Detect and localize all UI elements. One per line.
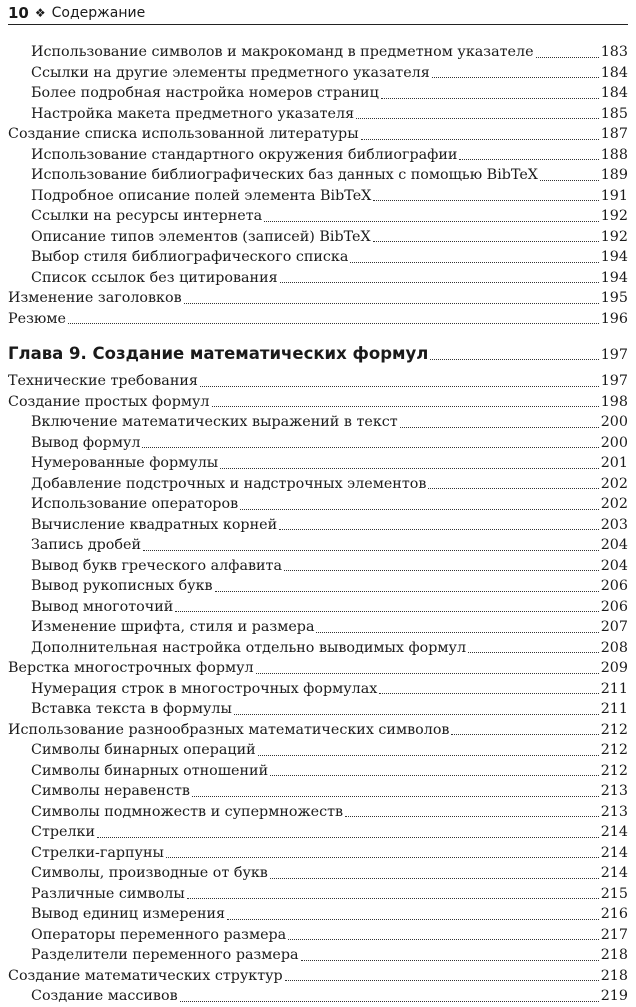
toc-entry-title: Использование стандартного окружения библиографии bbox=[31, 146, 458, 163]
leader-dots bbox=[212, 406, 599, 407]
toc-entry[interactable] bbox=[8, 433, 628, 454]
leader-dots bbox=[381, 98, 599, 99]
toc-entry-page: 218 bbox=[600, 947, 628, 963]
toc-entry-title: Использование библиографических баз данных с помощью BibTeX bbox=[31, 167, 538, 183]
toc-entry[interactable] bbox=[8, 822, 628, 843]
toc-entry-page: 187 bbox=[600, 126, 628, 142]
toc-entry-page: 183 bbox=[600, 44, 628, 60]
toc-entry-title: Запись дробей bbox=[31, 537, 141, 553]
toc-entry-page: 213 bbox=[600, 803, 628, 820]
toc-entry-title: Более подробная настройка номеров страниц bbox=[31, 85, 379, 101]
toc-entry-title: Вывод формул bbox=[31, 434, 141, 451]
toc-entry-page: 202 bbox=[600, 475, 628, 492]
leader-dots bbox=[432, 77, 599, 78]
toc-section-top bbox=[8, 42, 628, 329]
toc-entry-page: 206 bbox=[600, 578, 628, 594]
toc-entry-page: 215 bbox=[600, 885, 628, 902]
toc-entry-page: 214 bbox=[600, 865, 628, 881]
toc-entry-page: 184 bbox=[600, 64, 628, 81]
toc-entry[interactable] bbox=[8, 309, 628, 330]
leader-dots bbox=[279, 529, 599, 530]
toc-entry[interactable] bbox=[8, 802, 628, 823]
toc-entry-page: 219 bbox=[600, 988, 628, 1004]
toc-entry-title: Операторы переменного размера bbox=[31, 926, 287, 943]
toc-entry-title: Выбор стиля библиографического списка bbox=[31, 249, 349, 265]
toc-entry-title: Вычисление квадратных корней bbox=[31, 516, 278, 533]
leader-dots bbox=[180, 1001, 599, 1002]
leader-dots bbox=[285, 980, 599, 981]
toc-entry[interactable] bbox=[8, 247, 628, 268]
toc-entry-title: Описание типов элементов (записей) BibTeX bbox=[31, 228, 371, 245]
leader-dots bbox=[379, 693, 598, 694]
toc-entry-title: Стрелки-гарпуны bbox=[31, 844, 164, 861]
toc-entry-title: Вывод единиц измерения bbox=[31, 906, 226, 922]
toc-section-bottom bbox=[8, 371, 628, 1007]
toc-entry-page: 204 bbox=[600, 537, 628, 553]
toc-entry-title: Технические требования bbox=[8, 373, 198, 389]
toc-entry[interactable] bbox=[8, 986, 628, 1007]
leader-dots bbox=[468, 652, 599, 653]
toc-entry-title: Включение математических выражений в текст bbox=[31, 414, 398, 430]
toc-entry[interactable] bbox=[8, 945, 628, 966]
leader-dots bbox=[166, 857, 599, 858]
toc-entry-page: 209 bbox=[600, 660, 628, 676]
toc-entry-title: Символы неравенств bbox=[31, 783, 190, 799]
toc-entry[interactable] bbox=[8, 165, 628, 186]
toc-entry[interactable] bbox=[8, 576, 628, 597]
toc-entry[interactable] bbox=[8, 597, 628, 618]
toc-entry-title: Ссылки на ресурсы интернета bbox=[31, 208, 263, 224]
toc-entry-title: Вывод многоточий bbox=[31, 598, 174, 615]
leader-dots bbox=[270, 878, 599, 879]
toc-entry-page: 206 bbox=[600, 598, 628, 615]
toc-entry-title: Список ссылок без цитирования bbox=[31, 269, 278, 286]
toc-entry[interactable] bbox=[8, 83, 628, 104]
leader-dots bbox=[536, 57, 599, 58]
leader-dots bbox=[256, 673, 599, 674]
toc-entry-title: Дополнительная настройка отдельно выводимых формул bbox=[31, 639, 467, 656]
toc-entry-page: 211 bbox=[600, 680, 628, 697]
toc-entry-title: Использование разнообразных математических символов bbox=[8, 721, 450, 738]
toc-entry-title: Создание простых формул bbox=[8, 393, 210, 410]
ornament-icon: ❖ bbox=[34, 6, 46, 20]
toc-entry[interactable] bbox=[8, 206, 628, 227]
toc-entry-page: 214 bbox=[600, 844, 628, 861]
toc-entry[interactable] bbox=[8, 494, 628, 515]
leader-dots bbox=[227, 919, 599, 920]
toc-entry-title: Разделители переменного размера bbox=[31, 947, 299, 963]
toc-entry[interactable] bbox=[8, 638, 628, 659]
toc-entry[interactable] bbox=[8, 42, 628, 63]
toc-entry-page: 208 bbox=[600, 639, 628, 656]
leader-dots bbox=[356, 118, 599, 119]
toc-entry-title: Символы, производные от букв bbox=[31, 865, 268, 881]
toc-entry[interactable] bbox=[8, 145, 628, 166]
toc-entry[interactable] bbox=[8, 966, 628, 987]
leader-dots bbox=[142, 447, 598, 448]
leader-dots bbox=[143, 550, 599, 551]
leader-dots bbox=[316, 632, 598, 633]
toc-entry[interactable] bbox=[8, 515, 628, 536]
toc-entry[interactable] bbox=[8, 104, 628, 125]
leader-dots bbox=[184, 303, 599, 304]
leader-dots bbox=[288, 939, 599, 940]
toc-entry-page: 216 bbox=[600, 906, 628, 922]
toc-entry-page: 185 bbox=[600, 105, 628, 122]
chapter-page: 197 bbox=[600, 347, 628, 363]
leader-dots bbox=[258, 755, 599, 756]
toc-entry[interactable] bbox=[8, 371, 628, 392]
toc-entry-page: 189 bbox=[600, 167, 628, 183]
toc-entry-page: 202 bbox=[600, 496, 628, 512]
toc-entry-page: 198 bbox=[600, 393, 628, 410]
toc-entry[interactable] bbox=[8, 556, 628, 577]
toc-entry-page: 194 bbox=[600, 269, 628, 286]
leader-dots bbox=[270, 775, 599, 776]
toc-entry[interactable] bbox=[8, 63, 628, 84]
leader-dots bbox=[220, 468, 599, 469]
toc-entry-page: 197 bbox=[600, 373, 628, 389]
leader-dots bbox=[280, 282, 599, 283]
leader-dots bbox=[350, 262, 598, 263]
toc-entry[interactable] bbox=[8, 699, 628, 720]
toc-entry[interactable] bbox=[8, 925, 628, 946]
toc-entry-title: Верстка многострочных формул bbox=[8, 660, 254, 676]
toc-entry-title: Изменение заголовков bbox=[8, 290, 182, 306]
toc-entry-page: 191 bbox=[600, 187, 628, 204]
toc-entry-title: Символы подмножеств и супермножеств bbox=[31, 803, 344, 820]
leader-dots bbox=[373, 200, 598, 201]
toc-entry-page: 195 bbox=[600, 290, 628, 306]
toc-entry-title: Вывод букв греческого алфавита bbox=[31, 557, 282, 574]
toc-entry[interactable] bbox=[8, 679, 628, 700]
toc-entry[interactable] bbox=[8, 884, 628, 905]
toc-entry-title: Использование операторов bbox=[31, 496, 239, 512]
toc-entry[interactable] bbox=[8, 904, 628, 925]
leader-dots bbox=[234, 714, 599, 715]
toc-entry[interactable] bbox=[8, 453, 628, 474]
leader-dots bbox=[284, 570, 599, 571]
toc-entry-title: Использование символов и макрокоманд в предметном указателе bbox=[31, 44, 534, 60]
toc-entry[interactable] bbox=[8, 740, 628, 761]
running-title: Содержание bbox=[51, 5, 146, 21]
toc-entry-page: 218 bbox=[600, 967, 628, 984]
toc-entry[interactable] bbox=[8, 658, 628, 679]
toc-entry-title: Вставка текста в формулы bbox=[31, 701, 232, 717]
toc-entry-page: 207 bbox=[600, 619, 628, 635]
toc-entry[interactable] bbox=[8, 535, 628, 556]
leader-dots bbox=[373, 241, 599, 242]
leader-dots bbox=[187, 898, 599, 899]
toc-entry[interactable] bbox=[8, 186, 628, 207]
toc-entry-title: Добавление подстрочных и надстрочных элементов bbox=[31, 475, 427, 492]
leader-dots bbox=[301, 960, 599, 961]
leader-dots bbox=[430, 359, 598, 360]
toc-entry-page: 212 bbox=[600, 742, 628, 758]
chapter-heading[interactable] bbox=[8, 343, 628, 365]
toc-entry[interactable] bbox=[8, 392, 628, 413]
toc-entry-page: 213 bbox=[600, 783, 628, 799]
leader-dots bbox=[451, 734, 598, 735]
toc-entry-title: Ссылки на другие элементы предметного указателя bbox=[31, 64, 430, 81]
toc-entry-title: Стрелки bbox=[31, 824, 96, 840]
toc-entry[interactable] bbox=[8, 761, 628, 782]
toc-entry[interactable] bbox=[8, 124, 628, 145]
toc-entry-page: 192 bbox=[600, 228, 628, 245]
toc-entry-title: Подробное описание полей элемента BibTeX bbox=[31, 187, 372, 204]
page-number: 10 bbox=[8, 4, 29, 22]
toc-entry-page: 212 bbox=[600, 721, 628, 738]
leader-dots bbox=[428, 488, 598, 489]
leader-dots bbox=[215, 591, 599, 592]
toc-entry-page: 200 bbox=[600, 434, 628, 451]
leader-dots bbox=[192, 796, 599, 797]
toc-entry[interactable] bbox=[8, 288, 628, 309]
leader-dots bbox=[264, 221, 599, 222]
toc-entry-title: Создание массивов bbox=[31, 988, 178, 1004]
toc-entry-title: Настройка макета предметного указателя bbox=[31, 105, 355, 122]
toc-entry[interactable] bbox=[8, 474, 628, 495]
toc-entry-title: Символы бинарных отношений bbox=[31, 762, 269, 779]
leader-dots bbox=[540, 180, 599, 181]
leader-dots bbox=[200, 386, 599, 387]
toc-entry-title: Создание списка использованной литературы bbox=[8, 126, 359, 142]
toc-entry[interactable] bbox=[8, 268, 628, 289]
toc-entry-title: Нумерация строк в многострочных формулах bbox=[31, 680, 378, 697]
toc-entry-page: 212 bbox=[600, 762, 628, 779]
toc-entry-page: 188 bbox=[600, 146, 628, 163]
toc-entry-page: 203 bbox=[600, 516, 628, 533]
toc-entry-page: 217 bbox=[600, 926, 628, 943]
toc-entry-title: Символы бинарных операций bbox=[31, 742, 256, 758]
toc-entry[interactable] bbox=[8, 843, 628, 864]
leader-dots bbox=[175, 611, 598, 612]
toc-entry-title: Различные символы bbox=[31, 885, 185, 902]
toc-entry[interactable] bbox=[8, 720, 628, 741]
toc-entry[interactable] bbox=[8, 781, 628, 802]
toc-entry[interactable] bbox=[8, 617, 628, 638]
toc-entry-page: 200 bbox=[600, 414, 628, 430]
toc-entry-page: 184 bbox=[600, 85, 628, 101]
leader-dots bbox=[345, 816, 599, 817]
toc-entry-title: Изменение шрифта, стиля и размера bbox=[31, 619, 315, 635]
toc-entry-page: 201 bbox=[600, 455, 628, 471]
toc-entry-page: 192 bbox=[600, 208, 628, 224]
toc-entry-page: 194 bbox=[600, 249, 628, 265]
table-of-contents bbox=[8, 42, 628, 1007]
toc-entry-page: 211 bbox=[600, 701, 628, 717]
toc-entry-title: Создание математических структур bbox=[8, 967, 283, 984]
toc-entry-page: 214 bbox=[600, 824, 628, 840]
leader-dots bbox=[459, 159, 598, 160]
toc-entry-page: 196 bbox=[600, 310, 628, 327]
toc-entry[interactable] bbox=[8, 227, 628, 248]
running-header bbox=[8, 2, 628, 25]
leader-dots bbox=[97, 837, 599, 838]
toc-entry[interactable] bbox=[8, 863, 628, 884]
toc-entry-title: Вывод рукописных букв bbox=[31, 578, 213, 594]
leader-dots bbox=[361, 139, 599, 140]
toc-entry-page: 204 bbox=[600, 557, 628, 574]
toc-entry-title: Нумерованные формулы bbox=[31, 455, 219, 471]
leader-dots bbox=[240, 509, 599, 510]
leader-dots bbox=[400, 427, 599, 428]
toc-entry[interactable] bbox=[8, 412, 628, 433]
leader-dots bbox=[68, 323, 599, 324]
toc-entry-title: Резюме bbox=[8, 310, 66, 327]
chapter-title: Глава 9. Создание математических формул bbox=[8, 344, 429, 363]
